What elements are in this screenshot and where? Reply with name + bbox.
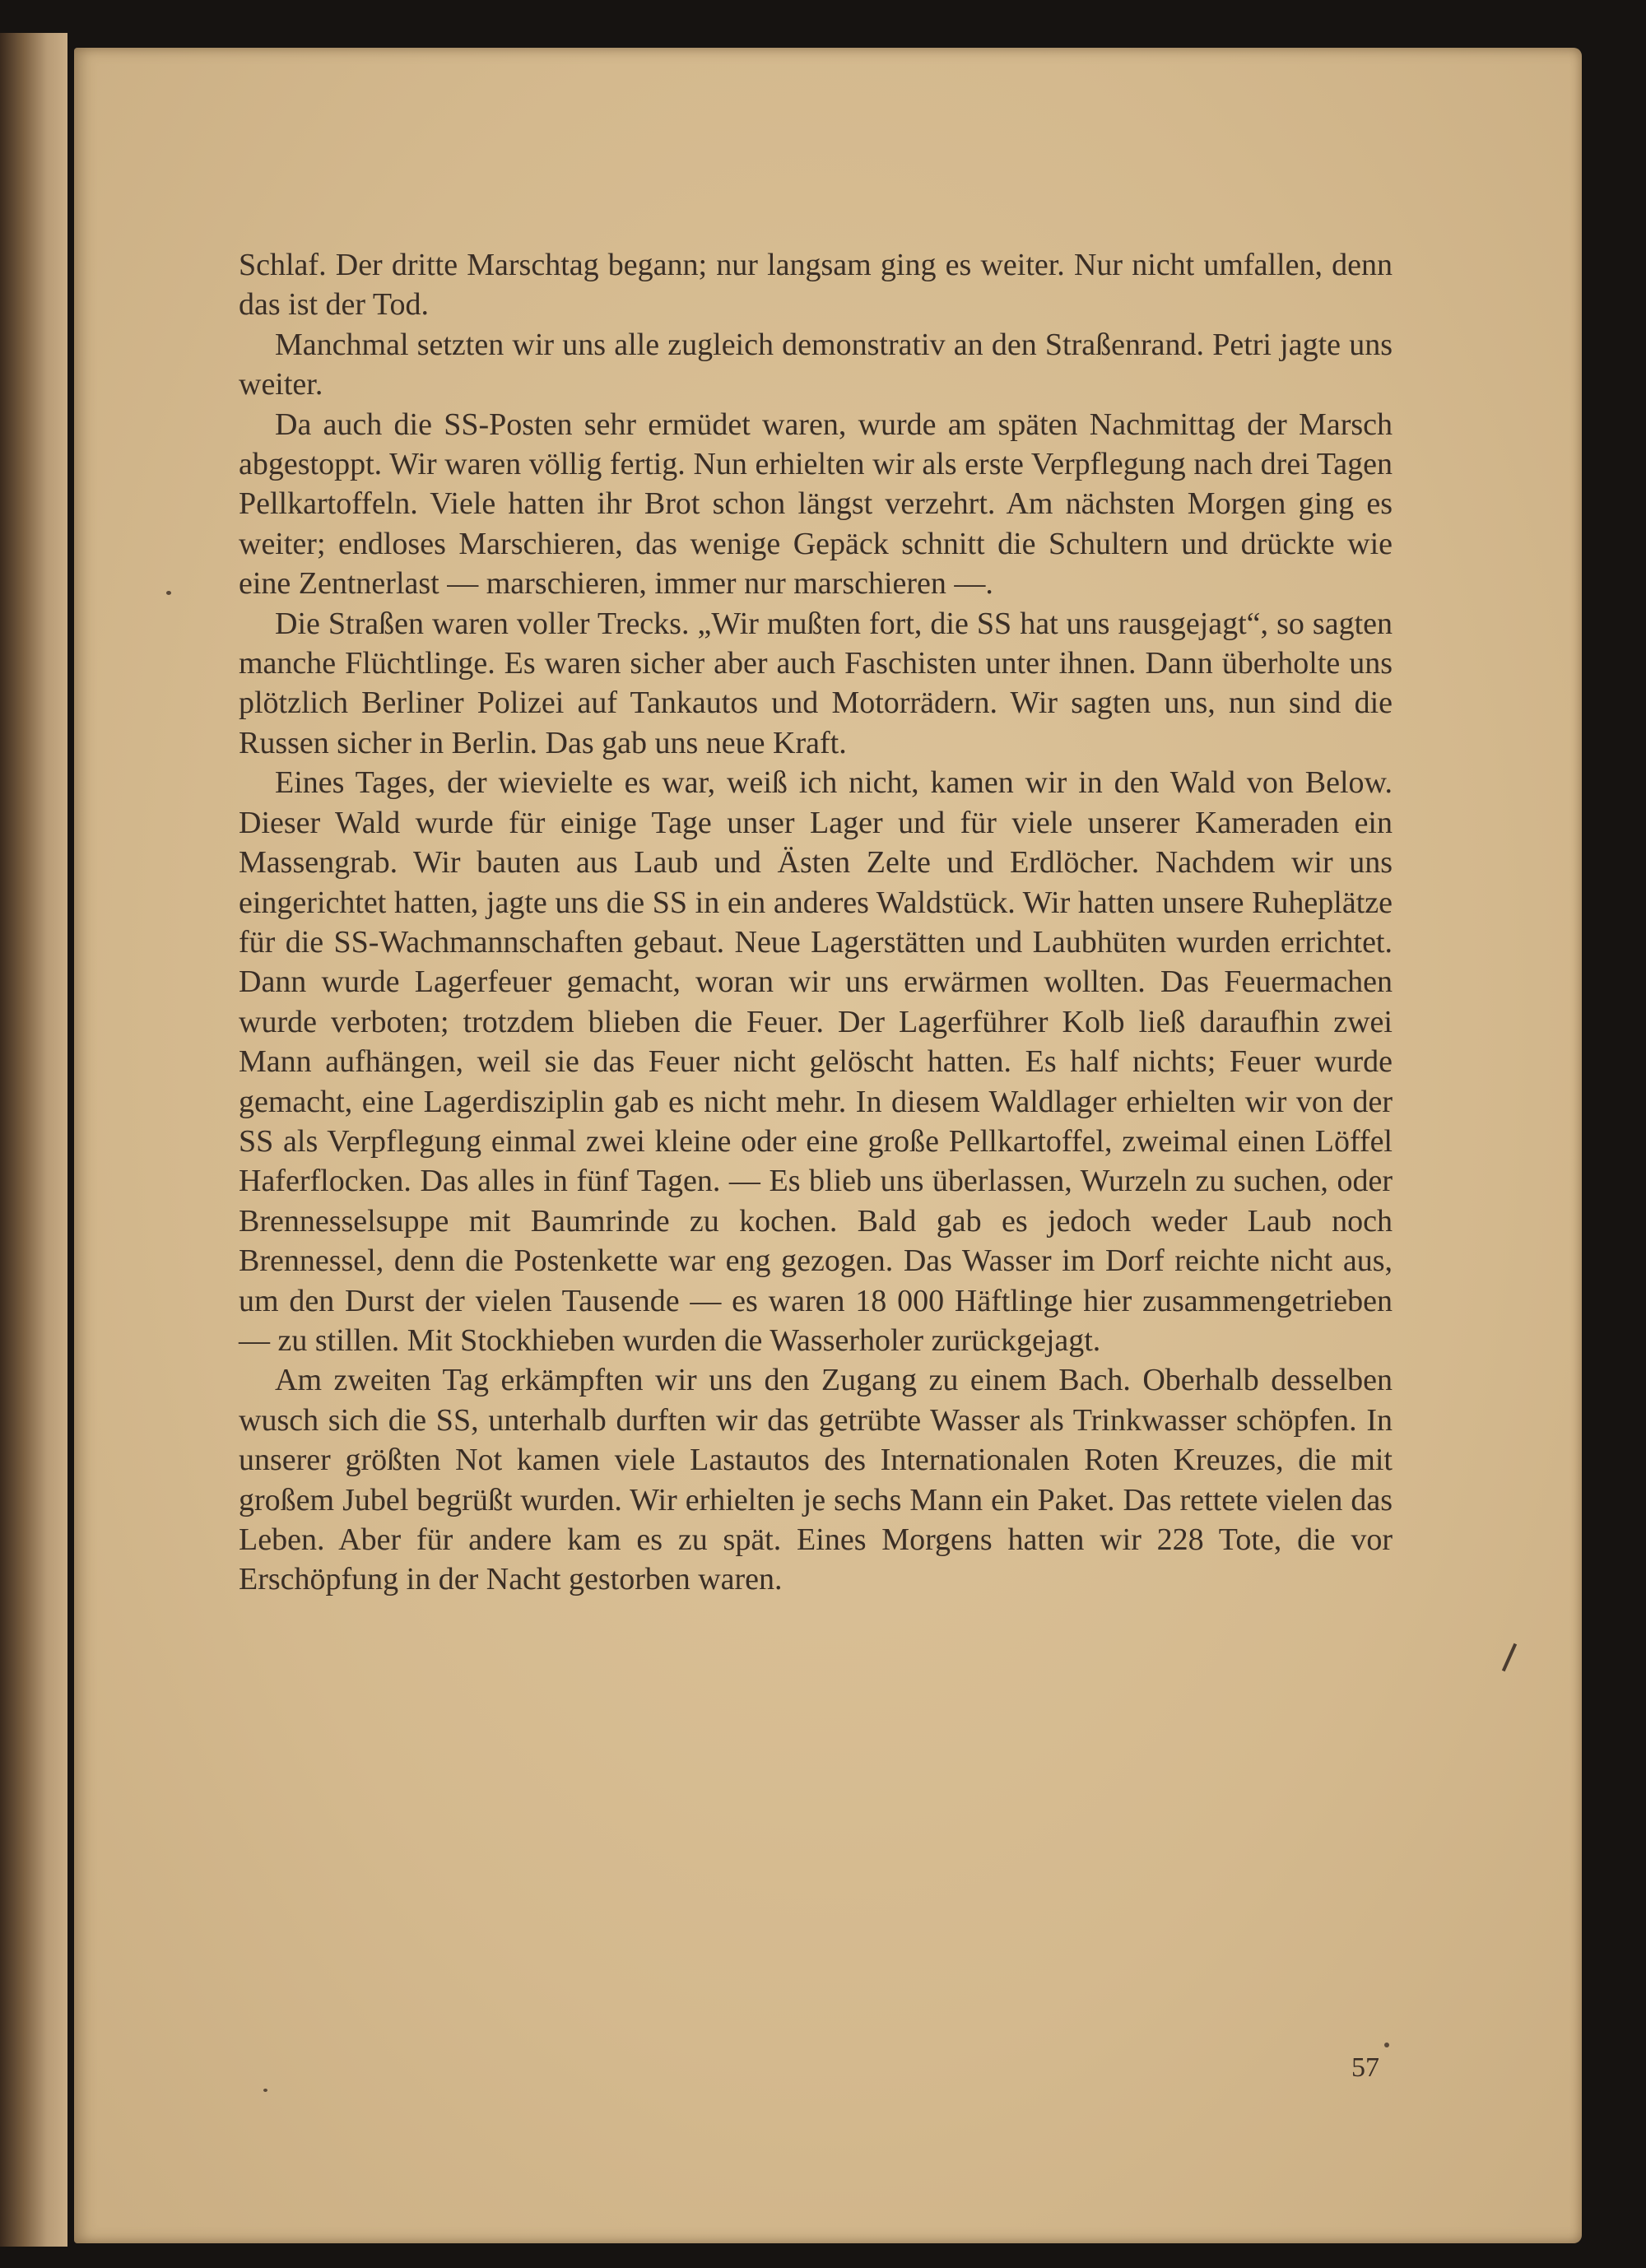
paragraph: Schlaf. Der dritte Marschtag begann; nur langsam ging es weiter. Nur nicht umfallen, denn das ist der Tod. [239,248,1393,323]
paper-speck [1384,2043,1389,2047]
paragraph: Die Straßen waren voller Trecks. „Wir mußten fort, die SS hat uns rausgejagt“, so sagten manche Flüchtlinge. Es waren sicher aber auch Faschisten unter ihnen. Dann überholte uns plötzlich Berliner Polizei auf Tankautos und Motorrädern. Wir sagten uns, nun sind die Russen sicher in Berlin. Das gab uns neue Kraft. [239,606,1393,760]
paper-speck [263,2089,267,2092]
facing-page-edge [0,33,67,2247]
paragraph: Manchmal setzten wir uns alle zugleich demonstrativ an den Straßenrand. Petri jagte uns weiter. [239,327,1393,402]
body-text [239,245,1393,1600]
pencil-mark [1502,1643,1517,1672]
page-number: 57 [1351,2052,1379,2083]
paragraph: Am zweiten Tag erkämpften wir uns den Zugang zu einem Bach. Oberhalb desselben wusch sich die SS, unterhalb durften wir das getrübte Wasser als Trinkwasser schöpfen. In unserer größten Not kamen viele Lastautos des Internationalen Roten Kreuzes, die mit großem Jubel begrüßt wurden. Wir erhielten je sechs Mann ein Paket. Das rettete vielen das Leben. Aber für andere kam es zu spät. Eines Morgens hatten wir 228 Tote, die vor Erschöpfung in der Nacht gestorben waren. [239,1363,1393,1597]
paragraph: Da auch die SS-Posten sehr ermüdet waren, wurde am späten Nachmittag der Marsch abgestoppt. Wir waren völlig fertig. Nun erhielten wir als erste Verpflegung nach drei Tagen Pellkartoffeln. Viele hatten ihr Brot schon längst verzehrt. Am nächsten Morgen ging es weiter; endloses Marschieren, das wenige Gepäck schnitt die Schultern und drückte wie eine Zentnerlast — marschieren, immer nur marschieren —. [239,407,1393,602]
paragraph: Eines Tages, der wievielte es war, weiß ich nicht, kamen wir in den Wald von Below. Dieser Wald wurde für einige Tage unser Lager und für viele unserer Kameraden ein Massengrab. Wir bauten aus Laub und Ästen Zelte und Erdlöcher. Nachdem wir uns eingerichtet hatten, jagte uns die SS in ein anderes Waldstück. Wir hatten unsere Ruheplätze für die SS-Wachmannschaften gebaut. Neue Lagerstätten und Laubhüten wurden errichtet. Dann wurde Lagerfeuer gemacht, woran wir uns erwärmen wollten. Das Feuermachen wurde verboten; trotzdem blieben die Feuer. Der Lagerführer Kolb ließ daraufhin zwei Mann aufhängen, weil sie das Feuer nicht gelöscht hatten. Es half nichts; Feuer wurde gemacht, eine Lagerdisziplin gab es nicht mehr. In diesem Waldlager erhielten wir von der SS als Verpflegung einmal zwei kleine oder eine große Pellkartoffel, zweimal einen Löffel Haferflocken. Das alles in fünf Tagen. — Es blieb uns überlassen, Wurzeln zu suchen, oder Brennesselsuppe mit Baumrinde zu kochen. Bald gab es jedoch weder Laub noch Brennessel, denn die Postenkette war eng gezogen. Das Wasser im Dorf reichte nicht aus, um den Durst der vielen Tausende — es waren 18 000 Häftlinge hier zusammengetrieben — zu stillen. Mit Stockhieben wurden die Wasserholer zurückgejagt. [239,765,1393,1358]
paper-speck [166,591,171,595]
